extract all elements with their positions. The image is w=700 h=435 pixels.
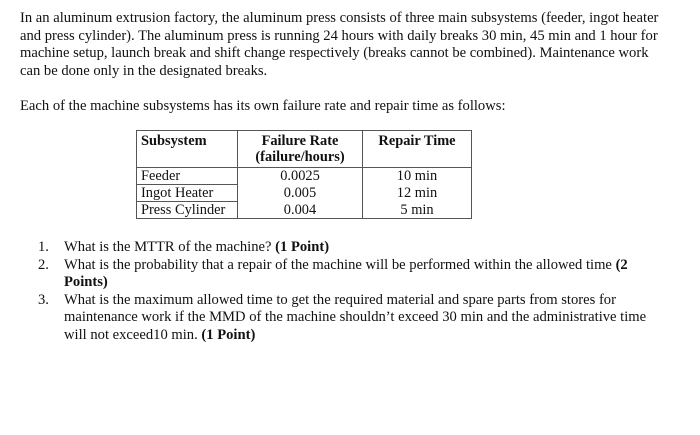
question-text: will not exceed10 min. xyxy=(64,326,198,343)
question-line xyxy=(64,257,678,275)
header-failure-rate-line2: (failure/hours) xyxy=(255,149,345,165)
question-line xyxy=(64,239,678,257)
question-item xyxy=(38,292,678,345)
problem-intro xyxy=(20,10,692,80)
question-points: (1 Point) xyxy=(275,239,330,255)
question-number: 1. xyxy=(38,239,49,255)
table-header-row xyxy=(137,131,472,168)
cell-failure-rate: 0.005 xyxy=(238,185,363,202)
question-points: (1 Point) xyxy=(201,326,256,343)
question-number: 3. xyxy=(38,291,49,308)
cell-subsystem: Feeder xyxy=(137,168,238,185)
subsystem-table xyxy=(136,130,472,219)
cell-repair-time: 5 min xyxy=(363,202,472,219)
intro-line: and press cylinder). The aluminum press is running 24 hours with daily breaks 30 min, 45 min and 1 hour for xyxy=(20,27,658,44)
table-row xyxy=(137,185,472,202)
header-failure-rate xyxy=(238,131,363,168)
cell-subsystem: Ingot Heater xyxy=(137,185,238,202)
intro-line: machine setup, launch break and shift change respectively (breaks cannot be combined). Maintenance work xyxy=(20,45,649,61)
cell-failure-rate: 0.004 xyxy=(238,202,363,219)
cell-repair-time: 12 min xyxy=(363,185,472,202)
table-row xyxy=(137,202,472,219)
intro-line: In an aluminum extrusion factory, the aluminum press consists of three main subsystems (feeder, ingot heater xyxy=(20,10,659,26)
question-list xyxy=(38,239,678,344)
cell-subsystem: Press Cylinder xyxy=(137,202,238,219)
question-line xyxy=(64,274,678,292)
header-subsystem: Subsystem xyxy=(137,131,238,168)
header-repair-time: Repair Time xyxy=(363,131,472,168)
question-item xyxy=(38,257,678,292)
question-points: (2 xyxy=(615,256,628,273)
question-line: What is the maximum allowed time to get the required material and spare parts from stores for xyxy=(64,291,616,308)
question-points: Points) xyxy=(64,274,108,290)
cell-repair-time: 10 min xyxy=(363,168,472,185)
table-lead-sentence: Each of the machine subsystems has its own failure rate and repair time as follows: xyxy=(20,98,506,114)
question-text: What is the probability that a repair of the machine will be performed within the allowed time xyxy=(64,256,612,273)
cell-failure-rate: 0.0025 xyxy=(238,168,363,185)
table-row xyxy=(137,168,472,185)
question-text: What is the MTTR of the machine? xyxy=(64,239,272,255)
header-failure-rate-line1: Failure Rate xyxy=(261,133,339,149)
intro-line: can be done only in the designated breaks. xyxy=(20,62,268,79)
question-item xyxy=(38,239,678,257)
question-number: 2. xyxy=(38,256,49,273)
question-line xyxy=(64,327,678,345)
question-line: maintenance work if the MMD of the machine shouldn’t exceed 30 min and the administrative time xyxy=(64,309,647,325)
